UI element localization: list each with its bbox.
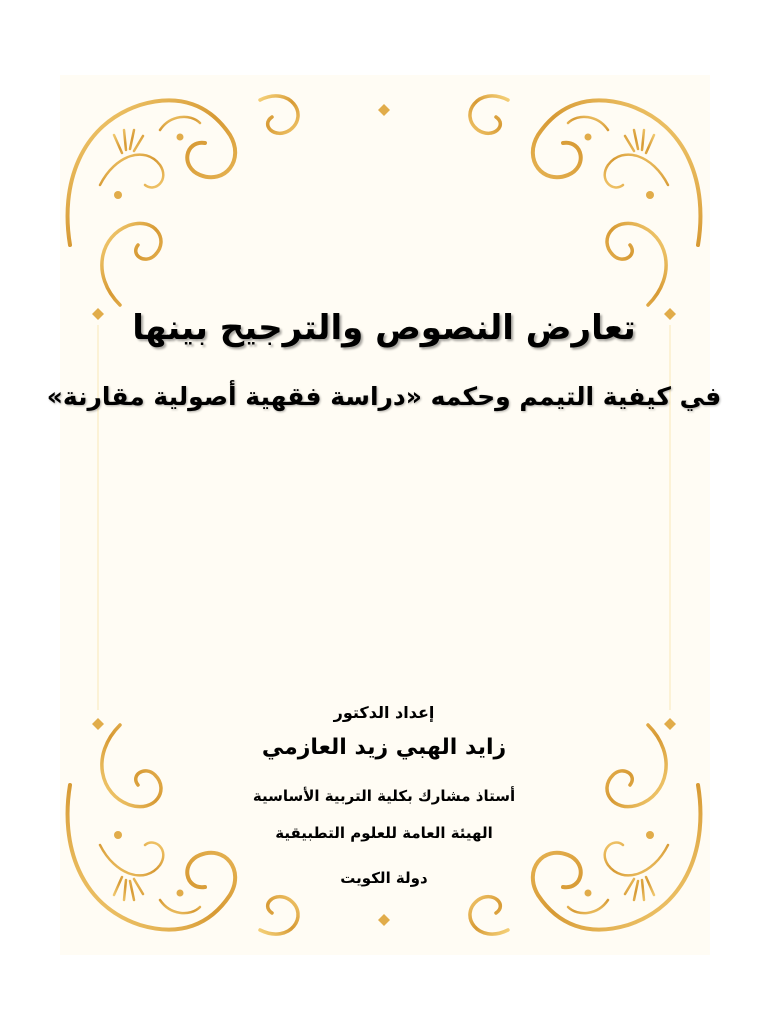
- prepared-by-label: إعداد الدكتور: [333, 703, 435, 722]
- document-subtitle: في كيفية التيمم وحكمه «دراسة فقهية أصولية مقارنة»: [46, 382, 722, 411]
- author-institution: الهيئة العامة للعلوم التطبيقية: [275, 824, 493, 842]
- document-title: تعارض النصوص والترجيح بينها: [132, 308, 636, 348]
- gold-scroll-corner-ornament: [68, 96, 360, 325]
- author-country: دولة الكويت: [340, 869, 428, 887]
- author-name: زايد الهبي زيد العازمي: [261, 735, 507, 760]
- author-position: أستاذ مشارك بكلية التربية الأساسية: [252, 787, 516, 805]
- gold-scroll-corner-ornament: [408, 96, 700, 325]
